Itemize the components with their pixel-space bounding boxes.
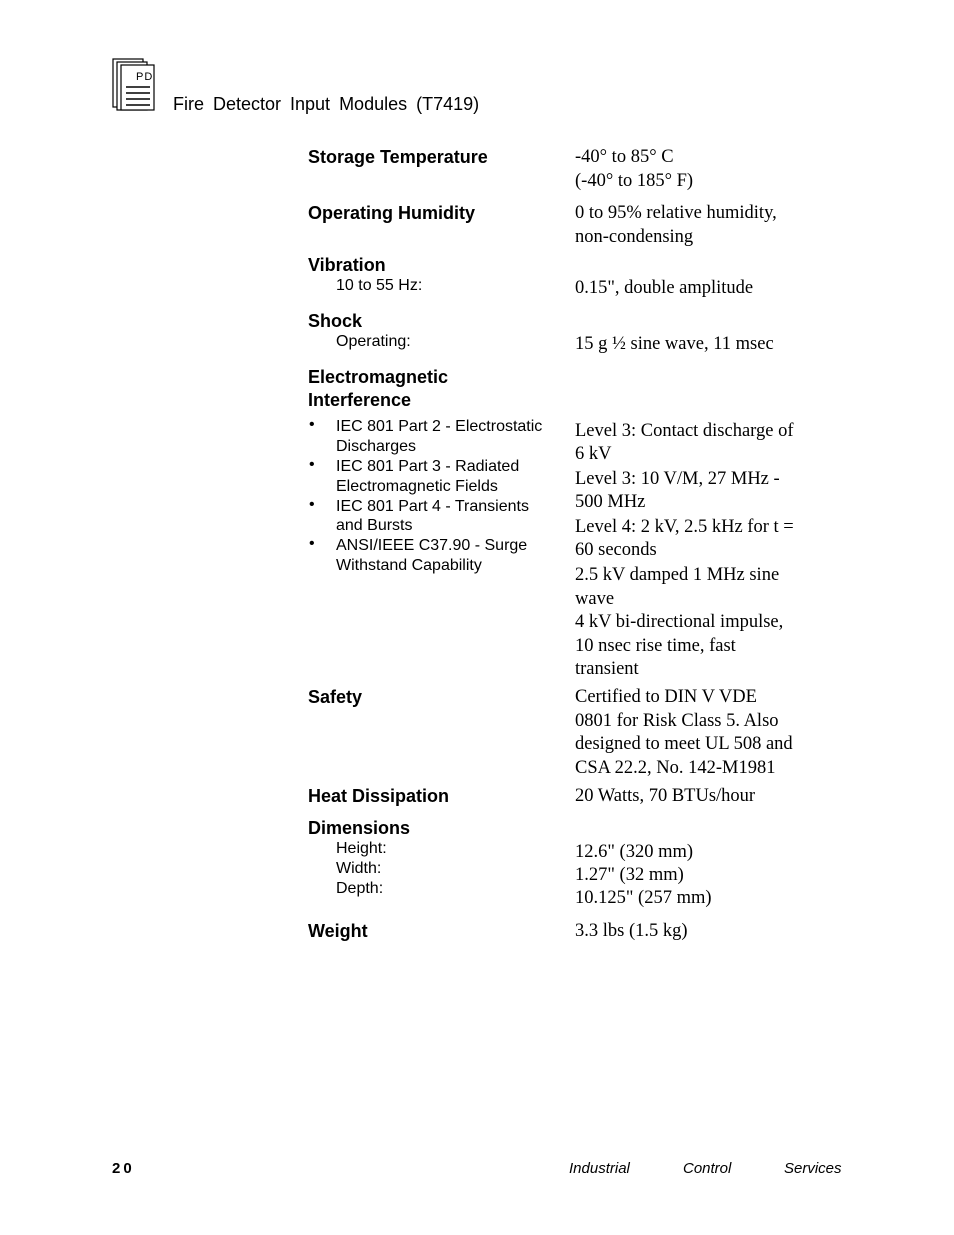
heat-dissipation-label: Heat Dissipation	[308, 786, 450, 806]
footer-company-word-2: Control	[683, 1160, 732, 1177]
heat-dissipation-value: 20 Watts, 70 BTUs/hour	[575, 786, 756, 806]
dimensions-label: Dimensions	[308, 818, 411, 838]
emi-label-line-1: Electromagnetic	[308, 367, 449, 387]
bullet-dot-icon: •	[309, 496, 315, 513]
emi-value-line-9: 4 kV bi-directional impulse,	[575, 612, 784, 632]
footer-company-word-3: Services	[784, 1160, 842, 1177]
emi-bullet-3-line-1: IEC 801 Part 4 - Transients	[336, 498, 529, 515]
emi-bullet-2-line-1: IEC 801 Part 3 - Radiated	[336, 458, 520, 475]
bullet-dot-icon: •	[309, 456, 315, 473]
safety-value-line-3: designed to meet UL 508 and	[575, 734, 793, 754]
bullet-dot-icon: •	[309, 416, 315, 433]
emi-value-line-4: 500 MHz	[575, 492, 646, 512]
document-stack-icon	[112, 58, 156, 112]
page-number: 20	[112, 1160, 135, 1177]
emi-bullet-4-line-1: ANSI/IEEE C37.90 - Surge	[336, 537, 528, 554]
emi-value-line-7: 2.5 kV damped 1 MHz sine	[575, 565, 780, 585]
weight-value: 3.3 lbs (1.5 kg)	[575, 921, 688, 941]
storage-temperature-label: Storage Temperature	[308, 147, 488, 167]
shock-label: Shock	[308, 311, 363, 331]
safety-label: Safety	[308, 687, 363, 707]
safety-value-line-1: Certified to DIN V VDE	[575, 687, 757, 707]
emi-bullet-3-line-2: and Bursts	[336, 517, 413, 534]
dimension-width-value: 1.27" (32 mm)	[575, 865, 684, 885]
shock-value: 15 g ½ sine wave, 11 msec	[575, 334, 774, 354]
storage-temperature-value-c: -40° to 85° C	[575, 147, 674, 167]
safety-value-line-4: CSA 22.2, No. 142-M1981	[575, 758, 776, 778]
emi-bullet-1-line-1: IEC 801 Part 2 - Electrostatic	[336, 418, 543, 435]
emi-value-line-5: Level 4: 2 kV, 2.5 kHz for t =	[575, 517, 794, 537]
emi-bullet-4-line-2: Withstand Capability	[336, 557, 482, 574]
safety-value-line-2: 0801 for Risk Class 5. Also	[575, 711, 779, 731]
emi-value-line-6: 60 seconds	[575, 540, 657, 560]
vibration-label: Vibration	[308, 255, 386, 275]
page-header-title: Fire Detector Input Modules (T7419)	[173, 94, 480, 114]
footer-company-word-1: Industrial	[569, 1160, 630, 1177]
emi-value-line-11: transient	[575, 659, 639, 679]
emi-value-line-1: Level 3: Contact discharge of	[575, 421, 794, 441]
storage-temperature-value-f: (-40° to 185° F)	[575, 171, 694, 191]
operating-humidity-label: Operating Humidity	[308, 203, 476, 223]
dimension-depth-label: Depth:	[336, 880, 384, 897]
emi-bullet-1-line-2: Discharges	[336, 438, 417, 455]
emi-value-line-3: Level 3: 10 V/M, 27 MHz -	[575, 469, 780, 489]
operating-humidity-value-1: 0 to 95% relative humidity,	[575, 203, 777, 223]
dimension-height-value: 12.6" (320 mm)	[575, 842, 694, 862]
bullet-dot-icon: •	[309, 535, 315, 552]
emi-value-line-8: wave	[575, 589, 615, 609]
emi-label-line-2: Interference	[308, 390, 412, 410]
dimension-depth-value: 10.125" (257 mm)	[575, 888, 712, 908]
weight-label: Weight	[308, 921, 368, 941]
dimension-width-label: Width:	[336, 860, 382, 877]
vibration-value: 0.15", double amplitude	[575, 278, 754, 298]
emi-value-line-2: 6 kV	[575, 444, 612, 464]
shock-sub-label: Operating:	[336, 333, 411, 350]
emi-value-line-10: 10 nsec rise time, fast	[575, 636, 736, 656]
vibration-sub-label: 10 to 55 Hz:	[336, 277, 423, 294]
emi-bullet-2-line-2: Electromagnetic Fields	[336, 478, 498, 495]
dimension-height-label: Height:	[336, 840, 387, 857]
operating-humidity-value-2: non-condensing	[575, 227, 694, 247]
logo-text: PD	[136, 71, 154, 83]
